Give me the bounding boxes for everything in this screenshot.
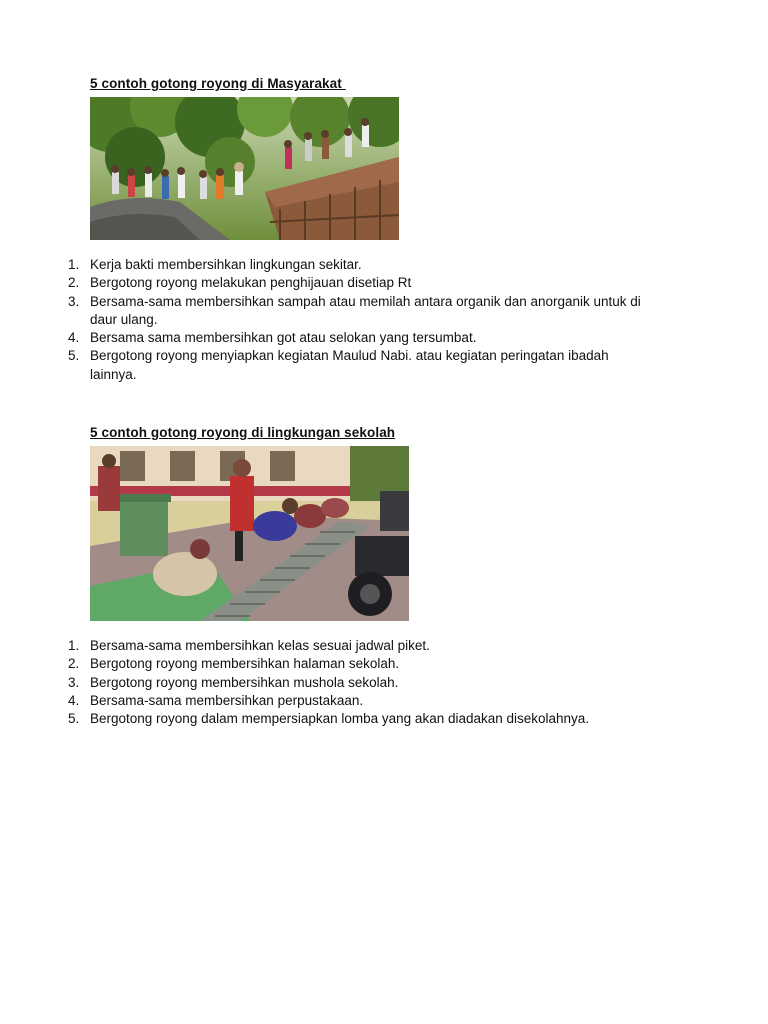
list-item: 5. Bergotong royong dalam mempersiapkan lomba yang akan diadakan disekolahnya. (68, 711, 590, 727)
community-roof-repair-photo (90, 97, 399, 240)
list-item: 2. Bergotong royong membersihkan halaman sekolah. (68, 656, 400, 672)
section-heading-masyarakat: 5 contoh gotong royong di Masyarakat (90, 76, 346, 91)
list-item: 4. Bersama sama membersihkan got atau selokan yang tersumbat. (68, 330, 477, 346)
section-heading-sekolah: 5 contoh gotong royong di lingkungan sekolah (90, 425, 396, 440)
list-item: 5. Bergotong royong menyiapkan kegiatan Maulud Nabi. atau kegiatan peringatan ibadah lainnya. (68, 348, 609, 382)
masyarakat-examples-list (0, 256, 650, 384)
sekolah-examples-list (0, 637, 650, 728)
list-item: 1. Kerja bakti membersihkan lingkungan sekitar. (68, 257, 362, 272)
school-gutter-cleaning-photo (90, 446, 409, 621)
list-item: 1. Bersama-sama membersihkan kelas sesuai jadwal piket. (68, 638, 430, 653)
list-item: 4. Bersama-sama membersihkan perpustakaan. (68, 692, 364, 708)
list-item: 3. Bergotong royong membersihkan mushola sekolah. (68, 674, 399, 690)
list-item: 2. Bergotong royong melakukan penghijauan disetiap Rt (68, 275, 412, 291)
list-item: 3. Bersama-sama membersihkan sampah atau memilah antara organik dan anorganik untuk di daur ulang. (68, 293, 641, 327)
